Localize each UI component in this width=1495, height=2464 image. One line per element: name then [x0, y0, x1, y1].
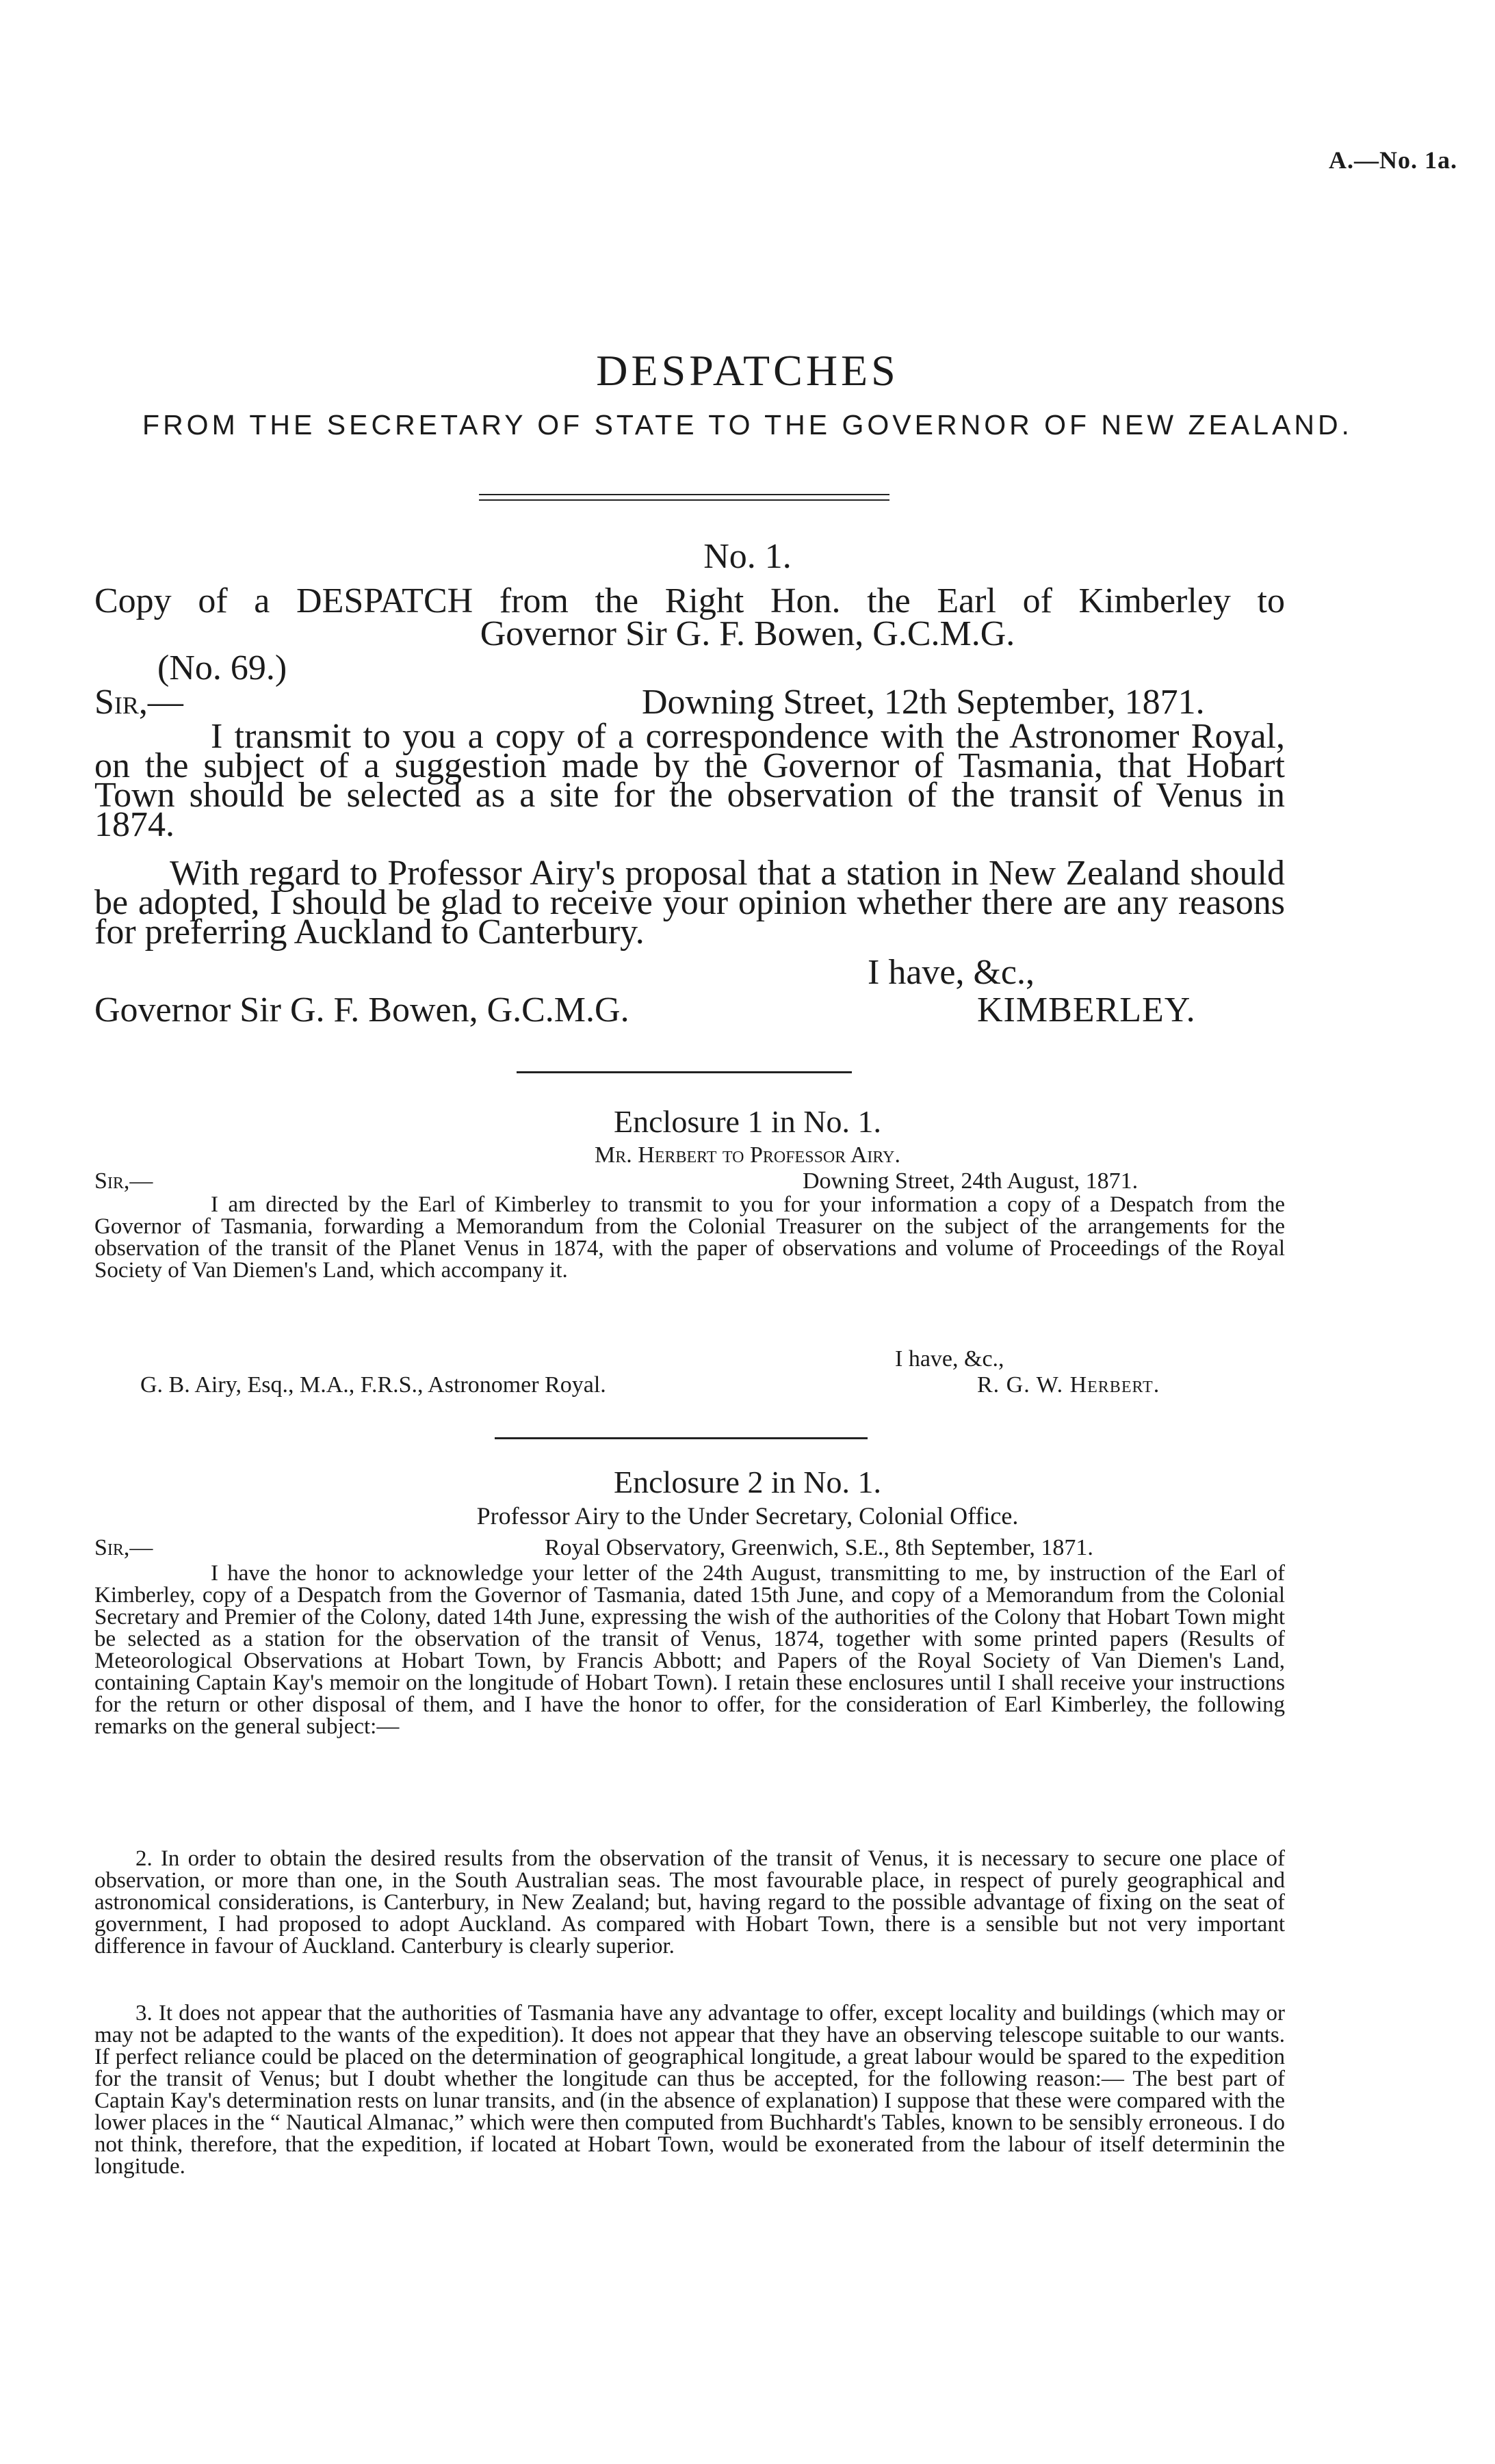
no1-copy-line2: Governor Sir G. F. Bowen, G.C.M.G. — [480, 614, 1015, 653]
no1-addressee: Governor Sir G. F. Bowen, G.C.M.G. — [94, 991, 629, 1030]
enclosure2-salutation: Sir,— — [94, 1535, 153, 1560]
enclosure2-paragraph-1: I have the honor to acknowledge your letter of the 24th August, transmitting to me, by instruction of the Earl of Kimberley, copy of a Despatch from the Governor of Tasmania, dated 15th June, and copy of a Memorandum from the Colonial Secretary and Premier of the Colony, dated 14th June, expressing the wish of the authorities of the Colony that Hobart Town might be selected as a station for the observation of the transit of Venus, 1874, together with some printed papers (Results of Meteorological Observations at Hobart Town, by Francis Abbott; and Papers of the Royal Society of Van Diemen's Land, containing Captain Kay's memoir on the longitude of Hobart Town). I retain these enclosures until I shall receive your instructions for the return or other disposal of them, and I have the honor to offer, for the consideration of Earl Kimberley, the following remarks on the general subject:— — [94, 1561, 1285, 1739]
enclosure1-address: Downing Street, 24th August, 1871. — [803, 1168, 1139, 1194]
enclosure2-address: Royal Observatory, Greenwich, S.E., 8th September, 1871. — [545, 1535, 1093, 1560]
no1-copy-line1: Copy of a DESPATCH from the Right Hon. the Earl of Kimberley to — [94, 581, 1285, 620]
section-divider — [495, 1437, 868, 1439]
enclosure2-paragraph-2: 2. In order to obtain the desired results from the observation of the transit of Venus, it is necessary to secure one place of observation, or more than one, in the South Australian seas. The most favourable place, in respect of purely geographical and astronomical considerations, is Canterbury, in New Zealand; but, having regard to the possible advantage of fixing on the seat of government, I had proposed to adopt Auckland. As compared with Hobart Town, there is a sensible but not very important difference in favour of Auckland. Canterbury is clearly superior. — [94, 1846, 1285, 1958]
no1-signature: KIMBERLEY. — [977, 991, 1196, 1030]
enclosure1-paragraph-1: I am directed by the Earl of Kimberley to transmit to you for your information a copy of a Despatch from the Governor of Tasmania, forwarding a Memorandum from the Colonial Treasurer on the subject of the arrangements for the observation of the transit of the Planet Venus in 1874, with the paper of observations and volume of Proceedings of the Royal Society of Van Diemen's Land, which accompany it. — [94, 1192, 1285, 1283]
document-title: DESPATCHES — [596, 346, 899, 395]
enclosure1-from-to: Mr. Herbert to Professor Airy. — [595, 1142, 900, 1168]
section-divider — [517, 1071, 852, 1073]
enclosure1-signature: R. G. W. Herbert. — [977, 1372, 1160, 1398]
enclosure2-paragraph-3: 3. It does not appear that the authorities of Tasmania have any advantage to offer, except locality and buildings (which may or may not be adapted to the wants of the expedition). It does not appear that they have an observing telescope suitable to our wants. If perfect reliance could be placed on the determination of geographical longitude, a great labour would be spared to the expedition for the transit of Venus; but I doubt whether the longitude can thus be accepted, for the following reason:— The best part of Captain Kay's determination rests on lunar transits, and (in the absence of explanation) I suppose that these were compared with the lower places in the “ Nautical Almanac,” which were then computed from Buchhardt's Tables, known to be sensibly erroneous. I do not think, therefore, that the expedition, if located at Hobart Town, would be exonerated from the labour of itself determinin the longitude. — [94, 2001, 1285, 2179]
enclosure1-salutation: Sir,— — [94, 1168, 153, 1194]
enclosure1-heading: Enclosure 1 in No. 1. — [614, 1104, 881, 1139]
no1-address: Downing Street, 12th September, 1871. — [642, 683, 1205, 722]
no1-closing: I have, &c., — [868, 953, 1035, 992]
no1-reference-number: (No. 69.) — [157, 648, 287, 687]
no1-paragraph-1: I transmit to you a copy of a correspondence with the Astronomer Royal, on the subject of a suggestion made by the Governor of Tasmania, that Hobart Town should be selected as a site for the observation of the transit of Venus in 1874. — [94, 717, 1285, 844]
page-reference: A.—No. 1a. — [1329, 146, 1457, 174]
enclosure1-addressee: G. B. Airy, Esq., M.A., F.R.S., Astronomer Royal. — [140, 1372, 606, 1398]
no1-paragraph-2: With regard to Professor Airy's proposal that a station in New Zealand should be adopted, I should be glad to receive your opinion whether there are any reasons for preferring Auckland to Canterbury. — [94, 854, 1285, 952]
no1-heading: No. 1. — [703, 537, 792, 576]
title-divider — [479, 494, 889, 501]
enclosure2-from-to: Professor Airy to the Under Secretary, Colonial Office. — [476, 1502, 1019, 1530]
enclosure1-closing: I have, &c., — [895, 1346, 1004, 1372]
enclosure2-heading: Enclosure 2 in No. 1. — [614, 1465, 881, 1499]
no1-salutation: Sir,— — [94, 683, 183, 722]
document-subtitle: FROM THE SECRETARY OF STATE TO THE GOVERNOR OF NEW ZEALAND. — [142, 409, 1353, 441]
